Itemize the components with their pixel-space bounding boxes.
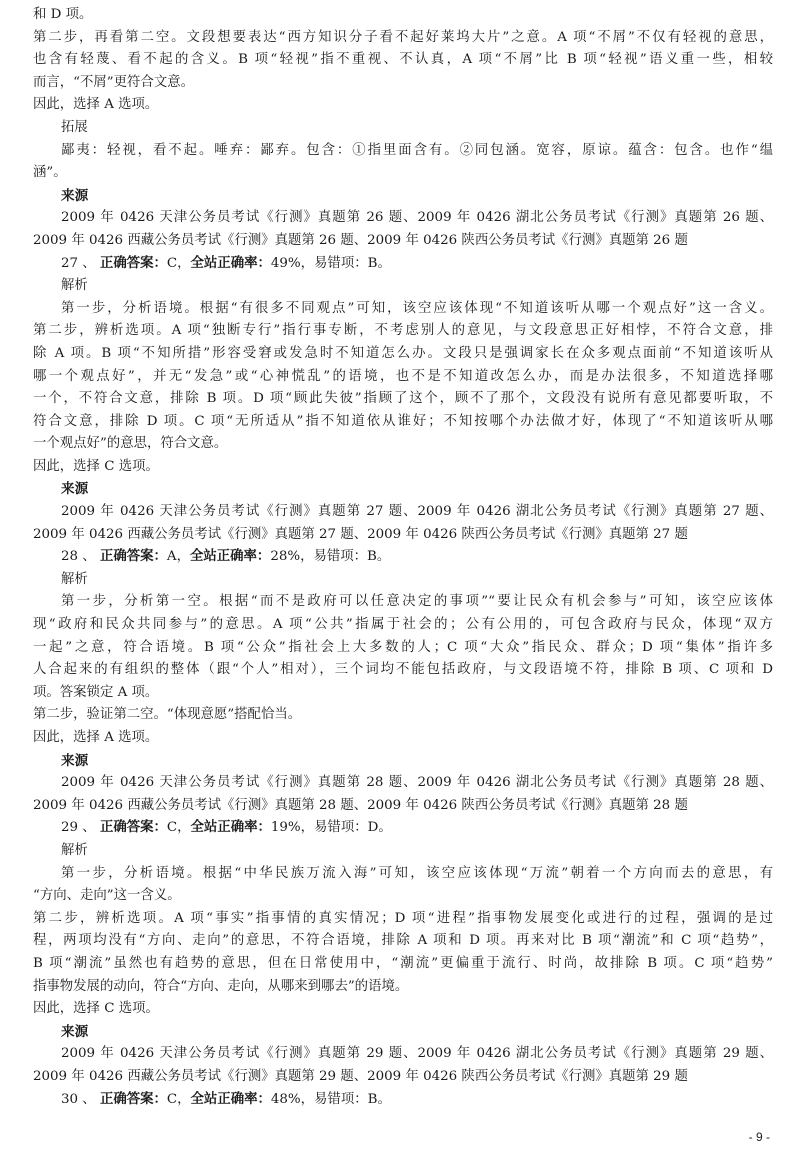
text-line: “方向、走向”这一含义。	[33, 888, 181, 904]
text-line: 涵”。	[33, 165, 67, 181]
rate-label: 全站正确率：	[190, 255, 271, 271]
text-line: 第二步，辨析选项。A 项“独断专行”指行事专断，不考虑别人的意见，与文段意思正好相悖，不符合文意，排	[33, 323, 773, 339]
conclusion-line: 因此，选择 C 选项。	[33, 1001, 159, 1017]
source-heading: 来源	[61, 481, 89, 498]
rate-text: 48%，易错项：B。	[270, 1091, 391, 1107]
text-line: 第二步，辨析选项。A 项“事实”指事情的真实情况；D 项“进程”指事物发展变化或进行的过程，强调的是过	[33, 910, 773, 926]
source-line: 2009 年 0426 西藏公务员考试《行测》真题第 29 题、2009 年 0426 陕西公务员考试《行测》真题第 29 题	[33, 1068, 688, 1084]
source-line: 2009 年 0426 西藏公务员考试《行测》真题第 27 题、2009 年 0426 陕西公务员考试《行测》真题第 27 题	[33, 526, 688, 542]
analysis-heading: 解析	[61, 571, 88, 587]
source-line: 2009 年 0426 天津公务员考试《行测》真题第 27 题、2009 年 0426 湖北公务员考试《行测》真题第 27 题、	[61, 504, 773, 520]
answer-value: C，	[166, 255, 191, 271]
answer-label: 正确答案：	[99, 820, 167, 836]
analysis-heading: 解析	[61, 842, 88, 858]
conclusion-line: 因此，选择 A 选项。	[33, 730, 159, 745]
answer-value: C，	[166, 820, 191, 836]
rate-text: 19%，易错项：D。	[270, 820, 392, 836]
text-line: 符合文意，排除 D 项。C 项“无所适从”指不知道依从谁好；不知按哪个办法做才好，体现了“不知道该听从哪	[33, 413, 773, 429]
question-number: 30 、	[61, 1091, 96, 1107]
text-line: 哪一个观点好”，并无“发急”或“心神慌乱”的语境，也不是不知道改怎么办，而是办法很多，不知道选择哪	[33, 368, 773, 384]
answer-line-27	[33, 253, 773, 276]
page-number: - 9 -	[748, 1130, 770, 1144]
text-line: 第二步，验证第二空。“体现意愿”搭配恰当。	[33, 707, 302, 723]
source-line: 2009 年 0426 西藏公务员考试《行测》真题第 26 题、2009 年 0426 陕西公务员考试《行测》真题第 26 题	[33, 232, 688, 248]
text-line: 项。答案锁定 A 项。	[33, 684, 159, 700]
text-line: 程，两项均没有“方向、走向”的意思，不符合语境，排除 A 项和 D 项。再来对比 B 项“潮流”和 C 项“趋势”，	[33, 933, 773, 949]
extension-heading: 拓展	[61, 119, 88, 135]
source-heading: 来源	[61, 1023, 89, 1040]
text-line: 一个，不符合文意，排除 B 项。D 项“顾此失彼”指顾了这个，顾不了那个，文段没有说所有意见都要听取，不	[33, 391, 773, 407]
answer-label: 正确答案：	[99, 255, 167, 271]
source-line: 2009 年 0426 天津公务员考试《行测》真题第 29 题、2009 年 0426 湖北公务员考试《行测》真题第 29 题、	[61, 1046, 773, 1062]
answer-line-29	[33, 817, 773, 840]
text-line: 第一步，分析语境。根据“中华民族万流入海”可知，该空应该体现“万流”朝着一个方向而去的意思，有	[61, 865, 773, 881]
rate-label: 全站正确率：	[190, 1091, 271, 1107]
text-line: 和 D 项。	[33, 7, 93, 22]
analysis-heading: 解析	[61, 278, 88, 294]
text-line: 现“政府和民众共同参与”的意思。A 项“公共”指属于社会的；公有公用的，可包含政府与民众，体现“双方	[33, 617, 773, 633]
source-line: 2009 年 0426 天津公务员考试《行测》真题第 26 题、2009 年 0426 湖北公务员考试《行测》真题第 26 题、	[61, 210, 773, 226]
text-line: 人合起来的有组织的整体（跟“个人”相对），三个词均不能包括政府，与文段语境不符，排除 B 项、C 项和 D	[33, 662, 773, 678]
answer-value: C，	[166, 1091, 191, 1107]
text-line: 一起”之意，符合语境。B 项“公众”指社会上大多数的人；C 项“大众”指民众、群众；D 项“集体”指许多	[33, 639, 773, 655]
text-line: 鄙夷：轻视，看不起。唾弃：鄙弃。包含：①指里面含有。②同包涵。宽容，原谅。蕴含：包含。也作“缊	[61, 142, 773, 158]
question-number: 29 、	[61, 820, 96, 836]
text-line: 第一步，分析第一空。根据“而不是政府可以任意决定的事项”“要让民众有机会参与”可知，该空应该体	[61, 594, 773, 610]
text-line: 指事物发展的动向，符合“方向、走向，从哪来到哪去”的语境。	[33, 978, 409, 994]
text-line: 而言，“不屑”更符合文意。	[33, 74, 194, 90]
source-heading: 来源	[61, 752, 89, 769]
conclusion-line: 因此，选择 C 选项。	[33, 458, 159, 474]
text-line: 第二步，再看第二空。文段想要表达“西方知识分子看不起好莱坞大片”之意。A 项“不屑”不仅有轻视的意思，	[33, 29, 773, 45]
answer-value: A，	[166, 549, 190, 565]
answer-label: 正确答案：	[99, 549, 167, 565]
rate-label: 全站正确率：	[189, 549, 271, 565]
rate-label: 全站正确率：	[190, 820, 271, 836]
text-line: 除 A 项。B 项“不知所措”形容受窘或发急时不知道怎么办。文段只是强调家长在众多观点面前“不知道该听从	[33, 345, 773, 361]
question-number: 28 、	[61, 549, 96, 565]
text-line: 也含有轻蔑、看不起的含义。B 项“轻视”指不重视、不认真，A 项“不屑”比 B 项“轻视”语义重一些，相较	[33, 52, 773, 68]
text-line: 一个观点好”的意思，符合文意。	[33, 436, 228, 452]
source-line: 2009 年 0426 天津公务员考试《行测》真题第 28 题、2009 年 0426 湖北公务员考试《行测》真题第 28 题、	[61, 775, 773, 791]
text-line: B 项“潮流”虽然也有趋势的意思，但在日常使用中，“潮流”更偏重于流行、时尚，故排除 B 项。C 项“趋势”	[33, 955, 773, 971]
answer-line-28	[33, 546, 773, 569]
answer-label: 正确答案：	[99, 1091, 167, 1107]
question-number: 27 、	[61, 255, 96, 271]
document-page	[33, 4, 773, 1111]
source-heading: 来源	[61, 187, 89, 204]
text-line: 第一步，分析语境。根据“有很多不同观点”可知，该空应该体现“不知道该听从哪一个观点好”这一含义。	[61, 300, 773, 316]
rate-text: 28%，易错项：B。	[270, 549, 391, 565]
answer-line-30	[33, 1089, 773, 1112]
conclusion-line: 因此，选择 A 选项。	[33, 97, 159, 113]
rate-text: 49%，易错项：B。	[270, 255, 391, 271]
source-line: 2009 年 0426 西藏公务员考试《行测》真题第 28 题、2009 年 0426 陕西公务员考试《行测》真题第 28 题	[33, 797, 688, 813]
